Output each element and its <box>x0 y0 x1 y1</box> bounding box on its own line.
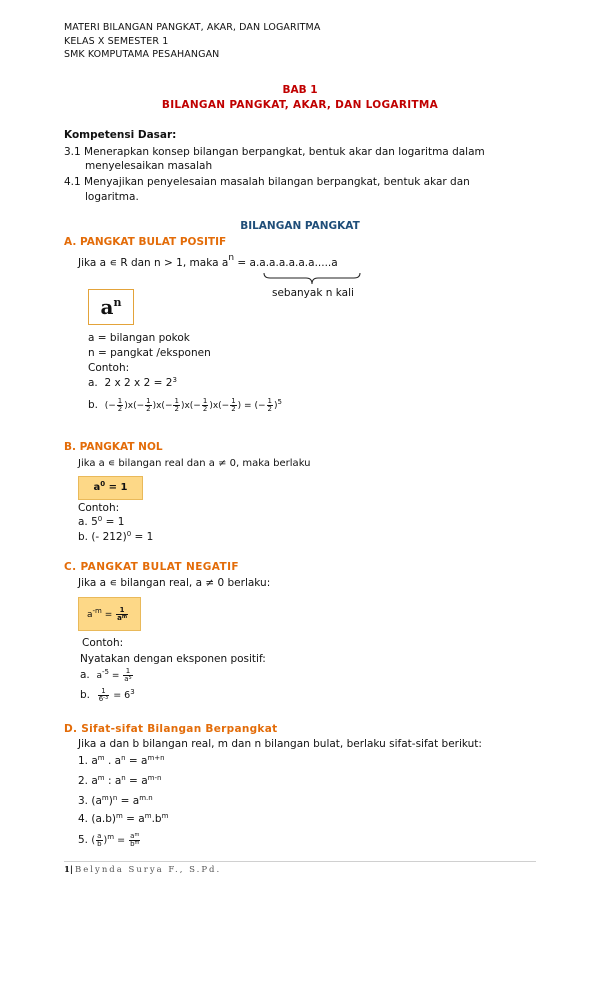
section-title: BILANGAN PANGKAT <box>240 220 360 232</box>
sectionC-example-b: b. $\frac{1}{6^{-3}}$ = $6^3$ <box>80 687 135 703</box>
brace-label: sebanyak n kali <box>272 287 354 299</box>
sectionD-heading: D. Sifat-sifat Bilangan Berpangkat <box>64 723 278 735</box>
underbrace-icon <box>262 272 362 286</box>
kompetensi-heading: Kompetensi Dasar: <box>64 129 177 141</box>
kompetensi-item1-line2: menyelesaikan masalah <box>85 160 213 172</box>
sectionC-heading: C. PANGKAT BULAT NEGATIF <box>64 561 239 573</box>
sectionA-contoh: Contoh: <box>88 362 130 374</box>
kompetensi-item2-line1: 4.1 Menyajikan penyelesaian masalah bilangan berpangkat, bentuk akar dan <box>64 176 470 188</box>
footer-author: Belynda Surya F., S.Pd. <box>75 865 222 875</box>
zero-power-box: $a^0 = 1$ <box>78 476 143 500</box>
sectionC-example-a: a. $a^{-5}$ = $\frac{1}{a^5}$ <box>80 667 132 683</box>
sectionC-instruction: Nyatakan dengan eksponen positif: <box>80 653 266 665</box>
property-5: 5. ( $\frac{a}{b}$ )$^m$ = $\frac{a^m}{b^m}$ <box>78 832 140 848</box>
kompetensi-item2-line2: logaritma. <box>85 191 139 203</box>
power-formula-box: $a^n$ <box>88 289 134 325</box>
sectionB-example-b: b. (- 212)$^0$ = 1 <box>78 530 154 543</box>
sectionA-example-b: b. (− $\frac{1}{2}$ )x(− $\frac{1}{2}$ )x(− $\frac{1}{2}$ )x(− $\frac{1}{2}$ )x(− $\frac{1}{2}$ ) = (− $\frac{1}{2}$ )$^5$ <box>88 397 282 413</box>
sectionA-heading: A. PANGKAT BULAT POSITIF <box>64 236 227 248</box>
doc-header-line3: SMK KOMPUTAMA PESAHANGAN <box>64 49 220 60</box>
sectionC-contoh: Contoh: <box>82 637 124 649</box>
page-number: 1 <box>64 865 70 875</box>
sectionB-heading: B. PANGKAT NOL <box>64 441 163 453</box>
chapter-number: BAB 1 <box>282 84 318 96</box>
doc-header-line2: KELAS X SEMESTER 1 <box>64 36 169 47</box>
negative-power-box: $a^{-m}$ = $\frac{1}{a^m}$ <box>78 597 141 631</box>
property-1: 1. $a^m$ . $a^n = a^{m+n}$ <box>78 754 165 767</box>
sectionD-definition: Jika a dan b bilangan real, m dan n bilangan bulat, berlaku sifat-sifat berikut: <box>78 738 482 750</box>
sectionA-example-a: a. 2 x 2 x $2 = 2^3$ <box>88 376 177 389</box>
property-3: 3. $(a^m)^n = a^{m.n}$ <box>78 794 153 807</box>
sectionB-contoh: Contoh: <box>78 502 120 514</box>
def-base: a = bilangan pokok <box>88 332 190 344</box>
footer-separator: | <box>69 865 74 875</box>
sectionB-example-a: a. $5^0 = 1$ <box>78 515 125 528</box>
property-4: 4. $(a.b)^m = a^m.b^m$ <box>78 812 169 825</box>
page-footer <box>64 865 221 875</box>
footer-divider <box>64 861 536 862</box>
sectionA-definition: Jika a ∊ R dan n > 1, maka $a^n = a.a.a.a.a.a.a.....a$ <box>78 253 338 269</box>
kompetensi-item1-line1: 3.1 Menerapkan konsep bilangan berpangkat, bentuk akar dan logaritma dalam <box>64 146 485 158</box>
chapter-title: BILANGAN PANGKAT, AKAR, DAN LOGARITMA <box>161 99 439 111</box>
sectionB-definition: Jika a ∊ bilangan real dan a ≠ 0, maka berlaku <box>78 458 311 469</box>
def-exponent: n = pangkat /eksponen <box>88 347 211 359</box>
sectionC-definition: Jika a ∊ bilangan real, a ≠ 0 berlaku: <box>78 577 271 589</box>
doc-header-line1: MATERI BILANGAN PANGKAT, AKAR, DAN LOGARITMA <box>64 22 321 33</box>
property-2: 2. $a^m$ : $a^n = a^{m-n}$ <box>78 774 162 787</box>
